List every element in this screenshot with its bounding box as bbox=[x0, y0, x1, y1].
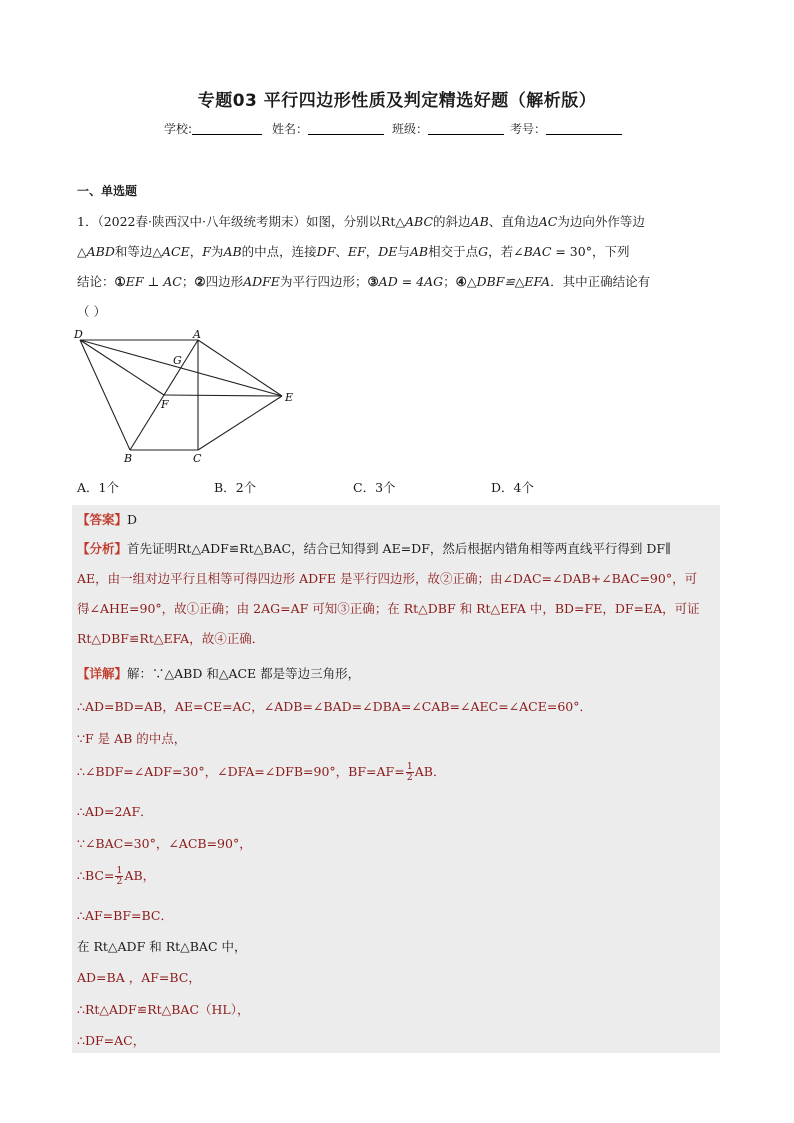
label-F: F bbox=[161, 398, 169, 411]
q-math: AB bbox=[223, 244, 242, 259]
q-math: EF bbox=[347, 244, 366, 259]
q-math: G bbox=[478, 244, 489, 259]
question-line-3 bbox=[77, 267, 722, 297]
option-text: 4个 bbox=[513, 480, 534, 495]
segment-DE bbox=[80, 340, 282, 396]
q-math: AC bbox=[538, 214, 558, 229]
q-text: 1．（2022春·陕西汉中·八年级统考期末）如图，分别以Rt△ bbox=[77, 214, 406, 229]
q-math: DF bbox=[316, 244, 336, 259]
school-blank[interactable] bbox=[192, 122, 262, 135]
q-text: △ bbox=[77, 244, 87, 259]
detail-line: ∴AD=2AF． bbox=[77, 804, 153, 819]
segment-CE bbox=[198, 396, 282, 450]
exam-no-field[interactable] bbox=[510, 120, 622, 137]
q-math: AD = 4AG bbox=[378, 274, 444, 289]
q-text: 的斜边 bbox=[433, 214, 471, 229]
q-math: F bbox=[202, 244, 211, 259]
q-text: 四边形 bbox=[205, 274, 244, 289]
q-math: ABC bbox=[405, 214, 434, 229]
class-field[interactable] bbox=[392, 120, 504, 137]
detail-line: ∵F 是 AB 的中点， bbox=[77, 731, 187, 746]
option-letter: D． bbox=[491, 480, 514, 495]
circled-3: ③ bbox=[367, 274, 379, 289]
q-math: AB bbox=[470, 214, 489, 229]
analysis-line-1 bbox=[77, 534, 722, 564]
detail-line: ∴Rt△ADF≌Rt△BAC（HL）， bbox=[77, 1002, 250, 1017]
q-math: BAC bbox=[523, 244, 552, 259]
q-text: 相交于点 bbox=[428, 244, 479, 259]
label-A: A bbox=[193, 328, 201, 341]
option-b[interactable] bbox=[214, 478, 256, 496]
circled-1: ① bbox=[114, 274, 126, 289]
q-text: = 30°，下列 bbox=[551, 244, 630, 259]
option-letter: C． bbox=[353, 480, 376, 495]
q-text: 结论： bbox=[77, 274, 115, 289]
option-text: 1个 bbox=[98, 480, 119, 495]
option-letter: A． bbox=[77, 480, 99, 495]
name-blank[interactable] bbox=[308, 122, 384, 135]
segment-AE bbox=[198, 340, 282, 396]
detail-line: ∴DF=AC， bbox=[77, 1033, 146, 1048]
detail-text: ∴BC= bbox=[77, 868, 115, 883]
detail-text: ∴∠BDF=∠ADF=30°，∠DFA=∠DFB=90°，BF=AF= bbox=[77, 764, 405, 779]
fraction-numerator: 1 bbox=[406, 761, 413, 772]
exam-no-blank[interactable] bbox=[546, 122, 622, 135]
class-label: 班级： bbox=[392, 122, 429, 136]
fraction-one-half bbox=[115, 866, 123, 887]
school-field[interactable] bbox=[164, 120, 262, 137]
analysis-text: 首先证明Rt△ADF≌Rt△BAC，结合已知得到 AE=DF，然后根据内错角相等两直线平行得到 DF∥ bbox=[127, 541, 671, 556]
q-text: ； bbox=[443, 274, 456, 289]
label-G: G bbox=[173, 354, 182, 367]
label-C: C bbox=[193, 452, 202, 465]
q-text: 为平行四边形； bbox=[279, 274, 368, 289]
option-d[interactable] bbox=[491, 478, 534, 496]
label-D: D bbox=[74, 328, 83, 341]
fraction-denominator: 2 bbox=[116, 876, 123, 887]
section-heading: 一、单选题 bbox=[77, 184, 138, 198]
exam-no-label: 考号： bbox=[510, 122, 547, 136]
q-text: 和等边△ bbox=[114, 244, 162, 259]
option-c[interactable] bbox=[353, 478, 396, 496]
q-text: 与 bbox=[397, 244, 410, 259]
q-text: 、 bbox=[335, 244, 348, 259]
answer-value: D bbox=[127, 512, 138, 527]
name-field[interactable] bbox=[272, 120, 384, 137]
q-text: ； bbox=[181, 274, 195, 289]
q-math: DE bbox=[378, 244, 398, 259]
q-math: ABD bbox=[86, 244, 115, 259]
analysis-line-2: AE，由一组对边平行且相等可得四边形 ADFE 是平行四边形，故②正确；由∠DAC=∠DAB+∠BAC=90°，可 bbox=[77, 571, 698, 586]
question-line-1 bbox=[77, 207, 722, 237]
detail-text: AB． bbox=[414, 764, 446, 779]
question-line-2 bbox=[77, 237, 722, 267]
detail-heading-line bbox=[77, 664, 722, 682]
detail-line: 在 Rt△ADF 和 Rt△BAC 中， bbox=[77, 939, 247, 954]
geometry-figure bbox=[68, 328, 318, 468]
q-text: ，若∠ bbox=[488, 244, 524, 259]
q-text: ．其中正确结论有 bbox=[550, 274, 651, 289]
detail-line bbox=[77, 762, 722, 783]
detail-label: 【详解】 bbox=[77, 666, 128, 681]
q-text: 的中点，连接 bbox=[241, 244, 317, 259]
question-line-4: （ ） bbox=[77, 304, 106, 319]
q-text: 、直角边 bbox=[488, 214, 539, 229]
fraction-numerator: 1 bbox=[116, 865, 123, 876]
analysis-label: 【分析】 bbox=[77, 541, 128, 556]
circled-4: ④ bbox=[455, 274, 467, 289]
detail-text: 解：∵△ABD 和△ACE 都是等边三角形， bbox=[127, 666, 361, 681]
analysis-line-3: 得∠AHE=90°，故①正确；由 2AG=AF 可知③正确；在 Rt△DBF 和 Rt△EFA 中，BD=FE，DF=EA，可证 bbox=[77, 601, 700, 616]
detail-line: ∵∠BAC=30°，∠ACB=90°， bbox=[77, 836, 252, 851]
circled-2: ② bbox=[194, 274, 206, 289]
label-B: B bbox=[124, 452, 133, 465]
name-label: 姓名： bbox=[272, 122, 309, 136]
fraction-denominator: 2 bbox=[406, 772, 413, 783]
class-blank[interactable] bbox=[428, 122, 504, 135]
detail-line: AD=BA ，AF=BC， bbox=[77, 970, 201, 985]
option-a[interactable] bbox=[77, 478, 119, 496]
detail-line bbox=[77, 866, 722, 887]
question-1 bbox=[77, 207, 722, 327]
option-letter: B． bbox=[214, 480, 236, 495]
page-title: 专题03 平行四边形性质及判定精选好题（解析版） bbox=[197, 91, 597, 111]
answer-label: 【答案】 bbox=[77, 512, 128, 527]
q-math: ACE bbox=[162, 244, 190, 259]
label-E: E bbox=[285, 391, 294, 404]
q-text: 为 bbox=[210, 244, 224, 259]
answer-line bbox=[77, 510, 722, 528]
q-math: EF ⊥ AC bbox=[125, 274, 182, 289]
option-text: 3个 bbox=[375, 480, 396, 495]
analysis-block bbox=[77, 534, 722, 654]
option-text: 2个 bbox=[235, 480, 257, 495]
analysis-line-4: Rt△DBF≌Rt△EFA，故④正确． bbox=[77, 631, 265, 646]
detail-text: AB， bbox=[124, 868, 156, 883]
q-math: △DBF≌△EFA bbox=[466, 274, 551, 289]
q-text: ， bbox=[189, 244, 203, 259]
school-label: 学校: bbox=[164, 122, 193, 136]
detail-line: ∴AF=BF=BC． bbox=[77, 908, 173, 923]
q-text: 为边向外作等边 bbox=[557, 214, 645, 229]
q-math: ADFE bbox=[243, 274, 280, 289]
fraction-one-half bbox=[406, 762, 414, 783]
detail-line: ∴AD=BD=AB，AE=CE=AC，∠ADB=∠BAD=∠DBA=∠CAB=∠AEC=∠ACE=60°． bbox=[77, 699, 593, 714]
q-text: ， bbox=[365, 244, 379, 259]
q-math: AB bbox=[409, 244, 429, 259]
segment-FE bbox=[164, 395, 282, 396]
